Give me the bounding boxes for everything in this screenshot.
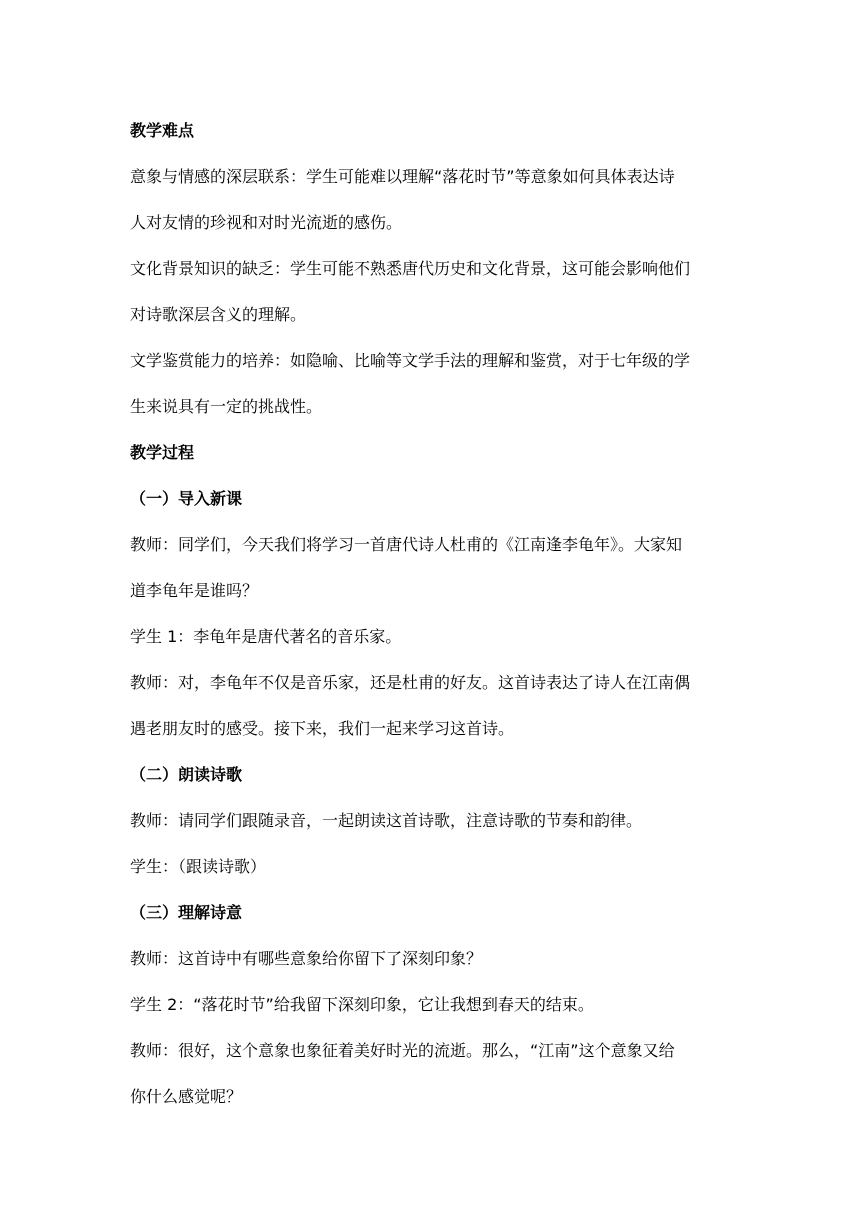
difficulty-imagery-emotion-line-2: 人对友情的珍视和对时光流逝的感伤。 xyxy=(130,213,403,232)
difficulty-cultural-background-line-2: 对诗歌深层含义的理解。 xyxy=(130,305,307,324)
teacher-intro-dialogue-line-1: 教师：同学们，今天我们将学习一首唐代诗人杜甫的《江南逢李龟年》。大家知 xyxy=(130,535,683,554)
teacher-imagery-question-line: 教师：这首诗中有哪些意象给你留下了深刻印象？ xyxy=(130,949,483,968)
step-reading-heading: （二）朗读诗歌 xyxy=(130,765,243,784)
step-understanding-heading: （三）理解诗意 xyxy=(130,903,243,922)
difficulty-literary-appreciation xyxy=(130,338,735,430)
difficulty-literary-appreciation-line-1: 文学鉴赏能力的培养：如隐喻、比喻等文学手法的理解和鉴赏，对于七年级的学 xyxy=(130,351,691,370)
student-reading-action xyxy=(130,844,735,890)
difficulty-literary-appreciation-line-2: 生来说具有一定的挑战性。 xyxy=(130,397,323,416)
teacher-followup-dialogue xyxy=(130,660,735,752)
difficulty-imagery-emotion-line-1: 意象与情感的深层联系：学生可能难以理解“落花时节”等意象如何具体表达诗 xyxy=(130,167,675,186)
difficulty-cultural-background xyxy=(130,246,735,338)
teaching-process-heading: 教学过程 xyxy=(130,443,195,462)
teacher-intro-dialogue xyxy=(130,522,735,614)
teacher-reading-instruction-line: 教师：请同学们跟随录音，一起朗读这首诗歌，注意诗歌的节奏和韵律。 xyxy=(130,811,643,830)
teacher-imagery-question xyxy=(130,936,735,982)
student-2-answer xyxy=(130,982,735,1028)
teacher-intro-dialogue-line-2: 道李龟年是谁吗？ xyxy=(130,581,259,600)
teaching-difficulty-heading: 教学难点 xyxy=(130,121,195,140)
teacher-jiangnan-question-line-1: 教师：很好，这个意象也象征着美好时光的流逝。那么，“江南”这个意象又给 xyxy=(130,1041,675,1060)
student-1-answer-line: 学生 1：李龟年是唐代著名的音乐家。 xyxy=(130,627,402,646)
student-2-answer-line: 学生 2：“落花时节”给我留下深刻印象，它让我想到春天的结束。 xyxy=(130,995,594,1014)
document-page xyxy=(130,108,735,1120)
student-reading-action-line: 学生：（跟读诗歌） xyxy=(130,857,267,876)
step-intro-heading: （一）导入新课 xyxy=(130,489,243,508)
difficulty-imagery-emotion xyxy=(130,154,735,246)
difficulty-cultural-background-line-1: 文化背景知识的缺乏：学生可能不熟悉唐代历史和文化背景，这可能会影响他们 xyxy=(130,259,691,278)
teacher-jiangnan-question xyxy=(130,1028,735,1120)
teacher-followup-dialogue-line-2: 遇老朋友时的感受。接下来，我们一起来学习这首诗。 xyxy=(130,719,515,738)
student-1-answer xyxy=(130,614,735,660)
teacher-followup-dialogue-line-1: 教师：对，李龟年不仅是音乐家，还是杜甫的好友。这首诗表达了诗人在江南偶 xyxy=(130,673,691,692)
teacher-jiangnan-question-line-2: 你什么感觉呢？ xyxy=(130,1087,243,1106)
teacher-reading-instruction xyxy=(130,798,735,844)
